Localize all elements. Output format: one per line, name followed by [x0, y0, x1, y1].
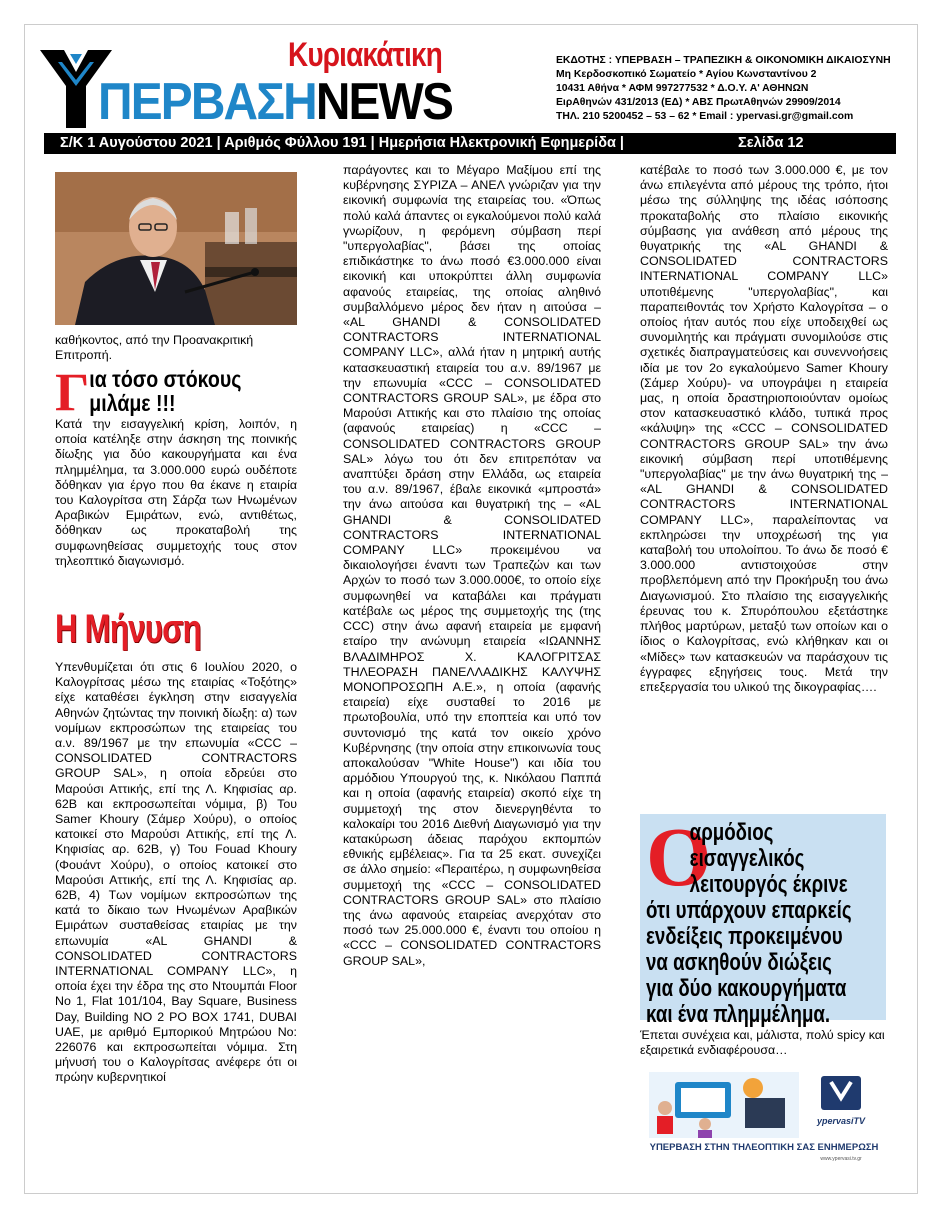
banner-url: www.ypervasi.tv.gr	[820, 1156, 862, 1162]
banner-graphic	[645, 1068, 883, 1164]
masthead	[40, 36, 500, 131]
column-2-text: παράγοντες και το Μέγαρο Μαξίμου επί της κυβέρνησης ΣΥΡΙΖΑ – ΑΝΕΛ γνώριζαν για την εικονική συμφωνία της εταιρείας του. «Όπως πολύ καλά άπαντες οι εγκαλούμενοι πολύ καλά γνωρίζουν, η φερόμενη σύμβαση περί "υπεργολαβίας", βάσει της οποίας επιδικάστηκε το άνω ποσό €3.000.000 είναι εικονική και υποκρύπτει άλλη συμφωνία αφανούς εταιρείας, της οποίας αληθινό συμβαλλόμενο μέρος δεν ήταν η αιτούσα – «AL GHANDI & CONSOLIDATED CONTRACTORS INTERNATIONAL COMPANY LLC», αλλά ήταν η μητρική αυτής κατασκευαστική εταιρεία του α.ν. 89/1967 με την επωνυμία «CCC – CONSOLIDATED CONTRACTORS GROUP SAL», με έδρα στο Μαρούσι Αττικής και στο πλαίσιο της οποίας (αφανούς εταιρείας) η «CCC – CONSOLIDATED CONTRACTORS GROUP SAL» λόγω του ότι δεν επιτρεπόταν να αναπτύξει δράση στην Ελλάδα, ως εταιρεία του α.ν. 89/1967, έβαλε εικονικά «μπροστά» την άνω αιτούσα και θυγατρική της – «AL GHANDI & CONSOLIDATED CONTRACTORS INTERNATIONAL COMPANY LLC» προκειμένου να δικαιολογήσει έναντι των Τραπεζών και των Αρχών το ποσό των 3.000.000€, το οποίο είχε συμφωνηθεί να καταβάλει και πράγματι κατέβαλε ως μέρος της συμμετοχής της (της CCC) στην άνω αφανή εταιρεία με εμφανή εταίρο την ανώνυμη εταιρεία «ΙΩΑΝΝΗΣ ΒΛΑΔΙΜΗΡΟΣ Χ. ΚΑΛΟΓΡΙΤΣΑΣ ΤΗΛΕΟΡΑΣΗ ΠΑΝΕΛΛΑΔΙΚΗΣ ΚΑΛΥΨΗΣ ΜΟΝΟΠΡΟΣΩΠΗ Α.Ε.», η οποία (αφανής εταιρεία) είχε συσταθεί το 2016 με πρωτοβουλία, υπό την εποπτεία και υπό τον συντονισμό της κατά τον οικείο χρόνο Κυβέρνησης (την οποία στην επικοινωνία τους αποκαλούσαν "White House") και ιδία του αρμόδιου Υπουργού της, κ. Νικόλαου Παππά και η οποία (αφανής εταιρεία) σκοπό είχε τη συμμετοχή της στον διενεργηθέντα το καλοκαίρι του 2016 Διεθνή Διαγωνισμό για την κατακύρωση άδειας παρόχου εκπομπών εθνικής εμβέλειας». Για τα 25 εκατ. συνεχίζει σε άλλο σημείο: «Περαιτέρω, η συμφωνηθείσα συμμετοχή της «CCC – CONSOLIDATED CONTRACTORS GROUP SAL» στο πλαίσιο της άνω αφανούς εταιρείας ανερχόταν στο ποσό των 25.000.000 €, έναντι του οποίου η «CCC – CONSOLIDATED CONTRACTORS GROUP SAL»,	[343, 163, 601, 968]
pull-quote-letter: Ο	[646, 811, 712, 904]
page-number: Σελίδα 12	[738, 135, 804, 151]
heading-minysi: Η Μήνυση	[55, 607, 201, 651]
paragraph-1: Κατά την εισαγγελική κρίση, λοιπόν, η οποία κατέληξε στην άσκηση της ποινικής δίωξης για δύο κακουργήματα και ένα πλημμέλημα, τα 3.000.000 ευρώ ουδέποτε δόθηκαν για έργο που θα έκανε η εταιρία του Καλογρίτσα στη Σάρζα των Ηνωμένων Αραβικών Εμιράτων, ενώ, αντιθέτως, δόθηκαν ως προκαταβολή της συμφωνηθείσας συμμετοχής τους στον τηλεοπτικό διαγωνισμό.	[55, 417, 297, 568]
paragraph-2: Υπενθυμίζεται ότι στις 6 Ιουλίου 2020, ο Καλογρίτσας μέσω της εταιρίας «Τοξότης» είχε καταθέσει έγκληση στην εισαγγελία Αθηνών ζητώντας την ποινική δίωξη: α) των νομίμων εκπροσώπων της εταιρείας του α.ν. 89/1967 με την επωνυμία «CCC – CONSOLIDATED CONTRACTORS GROUP SAL», η οποία εδρεύει στο Μαρούσι Αττικής, επί της Λ. Κηφισίας αρ. 62Β και εκπροσωπείται νόμιμα, β) Του Samer Khoury (Σάμερ Χούρυ), ο οποίος κατοικεί στο Μαρούσι Αττικής, επί της Λ. Κηφισίας αρ. 62Β, γ) Του Fouad Khoury (Φουάντ Χούρυ), ο οποίος κατοικεί στο Μαρούσι Αττικής, επί της Λ. Κηφισίας αρ. 62Β, 4) Των νομίμων εκπροσώπων της κατά το δίκαιο των Ηνωμένων Αραβικών Εμιράτων συσταθείσας εταιρίας με την επωνυμία «AL GHANDI & CONSOLIDATED CONTRACTORS INTERNATIONAL COMPANY LLC», η οποία έχει την έδρα της στο Ντουμπάι Floor No 1, Flat 101/104, Bay Square, Business Day, Building NO 2 PO BOX 1741, DUBAI UAE, με αριθμό Εμπορικού Μητρώου No: 226076 και εκπροσωπείται νόμιμα. Στη μήνυσή του ο Καλογρίτσας ανέφερε ότι οι πρώην κυβερνητικοί	[55, 660, 297, 1085]
column-1-top	[55, 333, 297, 363]
column-1-bottom	[55, 660, 297, 1086]
masthead-kyriakatiki: Κυριακάτικη	[288, 36, 443, 74]
section-heading: ια τόσο στόκους μιλάμε !!!	[89, 366, 242, 416]
contact-line: ΤΗΛ. 210 5200452 – 53 – 62 * Email : ypervasi.gr@gmail.com	[556, 111, 854, 122]
banner-brand: ypervasiTV	[816, 1116, 866, 1126]
photo-continuation: καθήκοντος, από την Προανακριτική Επιτροπή.	[55, 333, 254, 363]
issue-info: Σ/Κ 1 Αυγούστου 2021 | Αριθμός Φύλλου 191 | Ημερήσια Ηλεκτρονική Εφημερίδα |	[60, 135, 624, 151]
logo-wordmark: ΠΕΡΒΑΣΗNEWS	[98, 73, 453, 131]
column-3	[640, 163, 888, 695]
publisher-info: ΕΚΔΟΤΗΣ : ΥΠΕΡΒΑΣΗ – ΤΡΑΠΕΖΙΚΗ & ΟΙΚΟΝΟΜΙΚΗ ΔΙΚΑΙΟΣΥΝΗ Μη Κερδοσκοπικό Σωματείο * Αγίου Κωνσταντίνου 2 10431 Αθήνα * ΑΦΜ 997277532 * Δ.Ο.Υ. Α' ΑΘΗΝΩΝ ΕιρΑθηνών 431/2013 (ΕΔ) * ΑΒΣ ΠρωτΑθηνών 29909/2014 ΤΗΛ. 210 5200452 – 53 – 62 * Email : ypervasi.gr@gmail.com	[556, 54, 896, 124]
column-2	[343, 163, 601, 969]
column-3-text: κατέβαλε το ποσό των 3.000.000 €, με τον άνω επιλεγέντα από μέρους της τρόπο, ήτοι μέσω της σύλληψης της ιδέας ισόποσης προκαταβολής στο πλαίσιο εικονικής σύμβασης για ανάθεση από μέρους της θυγατρικής της «AL GHANDI & CONSOLIDATED CONTRACTORS INTERNATIONAL COMPANY LLC» υποτιθέμενης "υπεργολαβίας", και παραπειθοντάς τον Χρήστο Καλογρίτσα – ο οποίος ήταν αυτός που είχε υποδειχθεί ως συνομιλητής και πράγματι συνομιλούσε στις σχετικές διαπραγματεύσεις και συνεννοήσεις ιδία με τον 2ο εγκαλούμενο Samer Khoury (Σάμερ Χούρυ)- να υπογράψει η εταιρεία μας, η οποία δραστηριοποιούνταν ομοίως στον κατασκευαστικό κλάδο, τυπικά προς «κάλυψη» της «CCC – CONSOLIDATED CONTRACTORS GROUP SAL» την άνω εικονική σύμβαση περί υποτιθέμενης "υπεργολαβίας" με την άνω θυγατρική της – «AL GHANDI & CONSOLIDATED CONTRACTORS INTERNATIONAL COMPANY LLC», παραλείποντας να εκπληρώσει την υποχρέωσή της για καταβολή του υπολοίπου. Το άνω δε ποσό € 3.000.000 αντιστοιχούσε στην προβλεπόμενη από την Προκήρυξη του άνω Διαγωνισμού. Στο πλαίσιο της εισαγγελικής έρευνας του κ. Σπυρόπουλου εξετάστηκε πλήθος μαρτύρων, μεταξύ των οποίων και ο ίδιος ο Καλογρίτσας, ενώ κλήθηκαν και οι «Μίδες» των κατασκευών να παράσχουν τις έγγραφες εξηγήσεις τους. Μετά την επεξεργασία του υλικού της δικογραφίας….	[640, 163, 888, 694]
article-photo	[55, 172, 297, 325]
column-1-section	[55, 362, 297, 569]
issue-bar	[44, 133, 896, 154]
banner-caption: ΥΠΕΡΒΑΣΗ ΣΤΗΝ ΤΗΛΕΟΠΤΙΚΗ ΣΑΣ ΕΝΗΜΕΡΩΣΗ	[649, 1142, 879, 1153]
pull-quote-text: αρμόδιος εισαγγελικός λειτουργός έκρινε ότι υπάρχουν επαρκείς ενδείξεις προκειμένου να ασκηθούν διώξεις για δύο κακουργήματα και ένα πλημμέλημα.	[646, 819, 852, 1028]
photo-man-at-microphone	[55, 172, 297, 325]
drop-cap: Γ	[55, 362, 90, 422]
ypervasi-tv-banner[interactable]	[645, 1068, 883, 1164]
follow-up-note: Έπεται συνέχεια και, μάλιστα, πολύ spicy και εξαιρετικά ενδιαφέρουσα…	[640, 1028, 885, 1058]
pull-quote	[640, 811, 886, 1028]
